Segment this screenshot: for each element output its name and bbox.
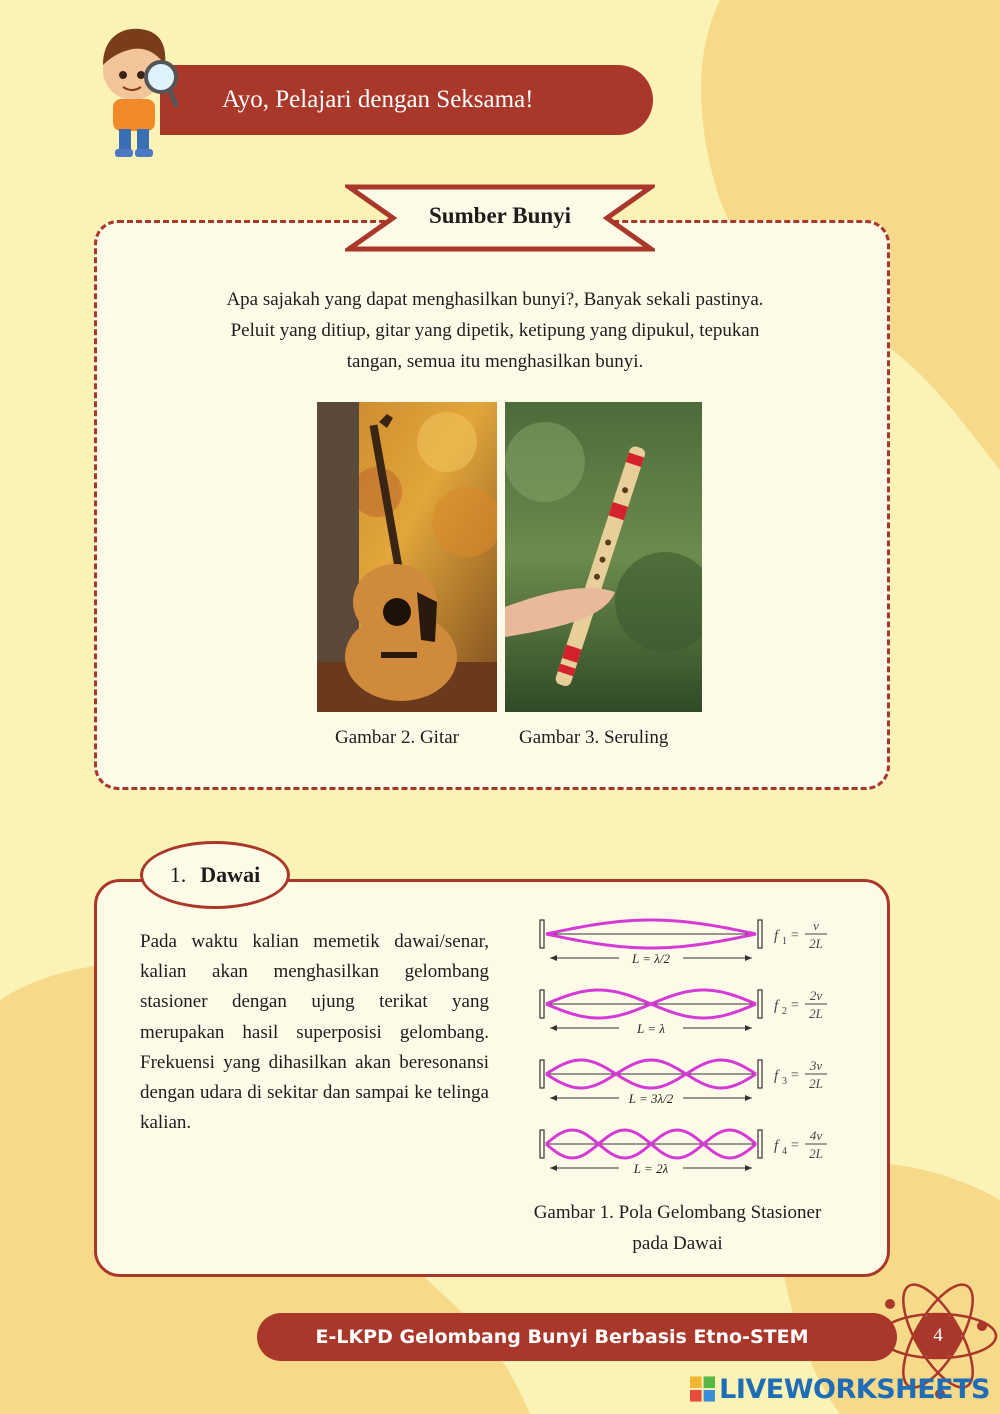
arrow-head-right	[745, 955, 752, 961]
intro-line: tangan, semua itu menghasilkan bunyi.	[346, 351, 644, 372]
right-clamp	[758, 920, 762, 948]
formula-denominator: 2L	[809, 1076, 823, 1091]
left-clamp	[540, 1130, 544, 1158]
formula-numerator: 3v	[809, 1058, 823, 1073]
mascot-boy-magnifier-icon	[95, 25, 190, 160]
flute-caption: Gambar 3. Seruling	[519, 727, 669, 748]
arrow-head-left	[550, 1165, 557, 1171]
section-number: 1.	[169, 862, 187, 887]
length-label: L = λ/2	[631, 951, 671, 966]
section-title: Dawai	[200, 862, 261, 887]
left-clamp	[540, 1060, 544, 1088]
length-label: L = λ	[637, 1021, 665, 1036]
formula-numerator: v	[813, 918, 819, 933]
equals-sign: =	[791, 1068, 799, 1083]
brand-name: LIVEWORKSHEETS	[719, 1373, 990, 1405]
figure-caption-line: Gambar 1. Pola Gelombang Stasioner	[533, 1202, 822, 1223]
length-label: L = 3λ/2	[628, 1091, 674, 1106]
figure-caption	[505, 1197, 850, 1259]
dawai-heading-oval	[140, 841, 290, 909]
footer-title: E-LKPD Gelombang Bunyi Berbasis Etno-STEM	[315, 1326, 809, 1348]
frequency-subscript: 4	[782, 1146, 787, 1157]
guitar-photo	[317, 402, 497, 712]
wave-envelope	[546, 934, 756, 948]
flute-photo	[505, 402, 702, 712]
right-clamp	[758, 1060, 762, 1088]
arrow-head-right	[745, 1095, 752, 1101]
formula-denominator: 2L	[809, 1006, 823, 1021]
wave-envelope	[546, 920, 756, 934]
liveworksheets-logo[interactable]	[690, 1370, 990, 1408]
formula-denominator: 2L	[809, 1146, 823, 1161]
arrow-head-right	[745, 1165, 752, 1171]
frequency-label: f	[774, 1068, 779, 1084]
frequency-label: f	[774, 1138, 779, 1154]
figure-caption-line: pada Dawai	[632, 1233, 723, 1254]
liveworksheets-logo-icon	[690, 1376, 715, 1402]
frequency-subscript: 3	[782, 1076, 787, 1087]
wave-mode-2	[540, 988, 827, 1036]
intro-paragraph	[150, 284, 840, 377]
dawai-paragraph: Pada waktu kalian memetik dawai/senar, kalian akan menghasilkan gelombang stasioner dengan ujung terikat yang merupakan hasil superposisi gelombang. Frekuensi yang dihasilkan akan beresonansi dengan udara di sekitar dan sampai ke telinga kalian.	[140, 931, 489, 1134]
header-title: Ayo, Pelajari dengan Seksama!	[222, 86, 534, 113]
standing-wave-diagram	[536, 912, 840, 1184]
formula-numerator: 4v	[809, 1128, 823, 1143]
frequency-label: f	[774, 998, 779, 1014]
formula-denominator: 2L	[809, 936, 823, 951]
right-clamp	[758, 990, 762, 1018]
equals-sign: =	[791, 928, 799, 943]
left-clamp	[540, 920, 544, 948]
length-label: L = 2λ	[633, 1161, 669, 1176]
frequency-label: f	[774, 928, 779, 944]
wave-mode-4	[540, 1128, 827, 1176]
left-clamp	[540, 990, 544, 1018]
arrow-head-left	[550, 955, 557, 961]
footer-banner	[257, 1313, 897, 1361]
intro-line: Peluit yang ditiup, gitar yang dipetik, ketipung yang dipukul, tepukan	[230, 320, 760, 341]
equals-sign: =	[791, 998, 799, 1013]
section-title: Sumber Bunyi	[428, 203, 572, 228]
frequency-subscript: 1	[782, 936, 787, 947]
arrow-head-right	[745, 1025, 752, 1031]
arrow-head-left	[550, 1095, 557, 1101]
formula-numerator: 2v	[809, 988, 823, 1003]
header-banner	[160, 65, 653, 135]
right-clamp	[758, 1130, 762, 1158]
wave-mode-1	[540, 918, 827, 966]
page-number: 4	[915, 1313, 961, 1359]
intro-line: Apa sajakah yang dapat menghasilkan bunyi?, Banyak sekali pastinya.	[226, 289, 764, 310]
guitar-caption: Gambar 2. Gitar	[335, 727, 459, 748]
frequency-subscript: 2	[782, 1006, 787, 1017]
arrow-head-left	[550, 1025, 557, 1031]
wave-mode-3	[540, 1058, 827, 1106]
equals-sign: =	[791, 1138, 799, 1153]
